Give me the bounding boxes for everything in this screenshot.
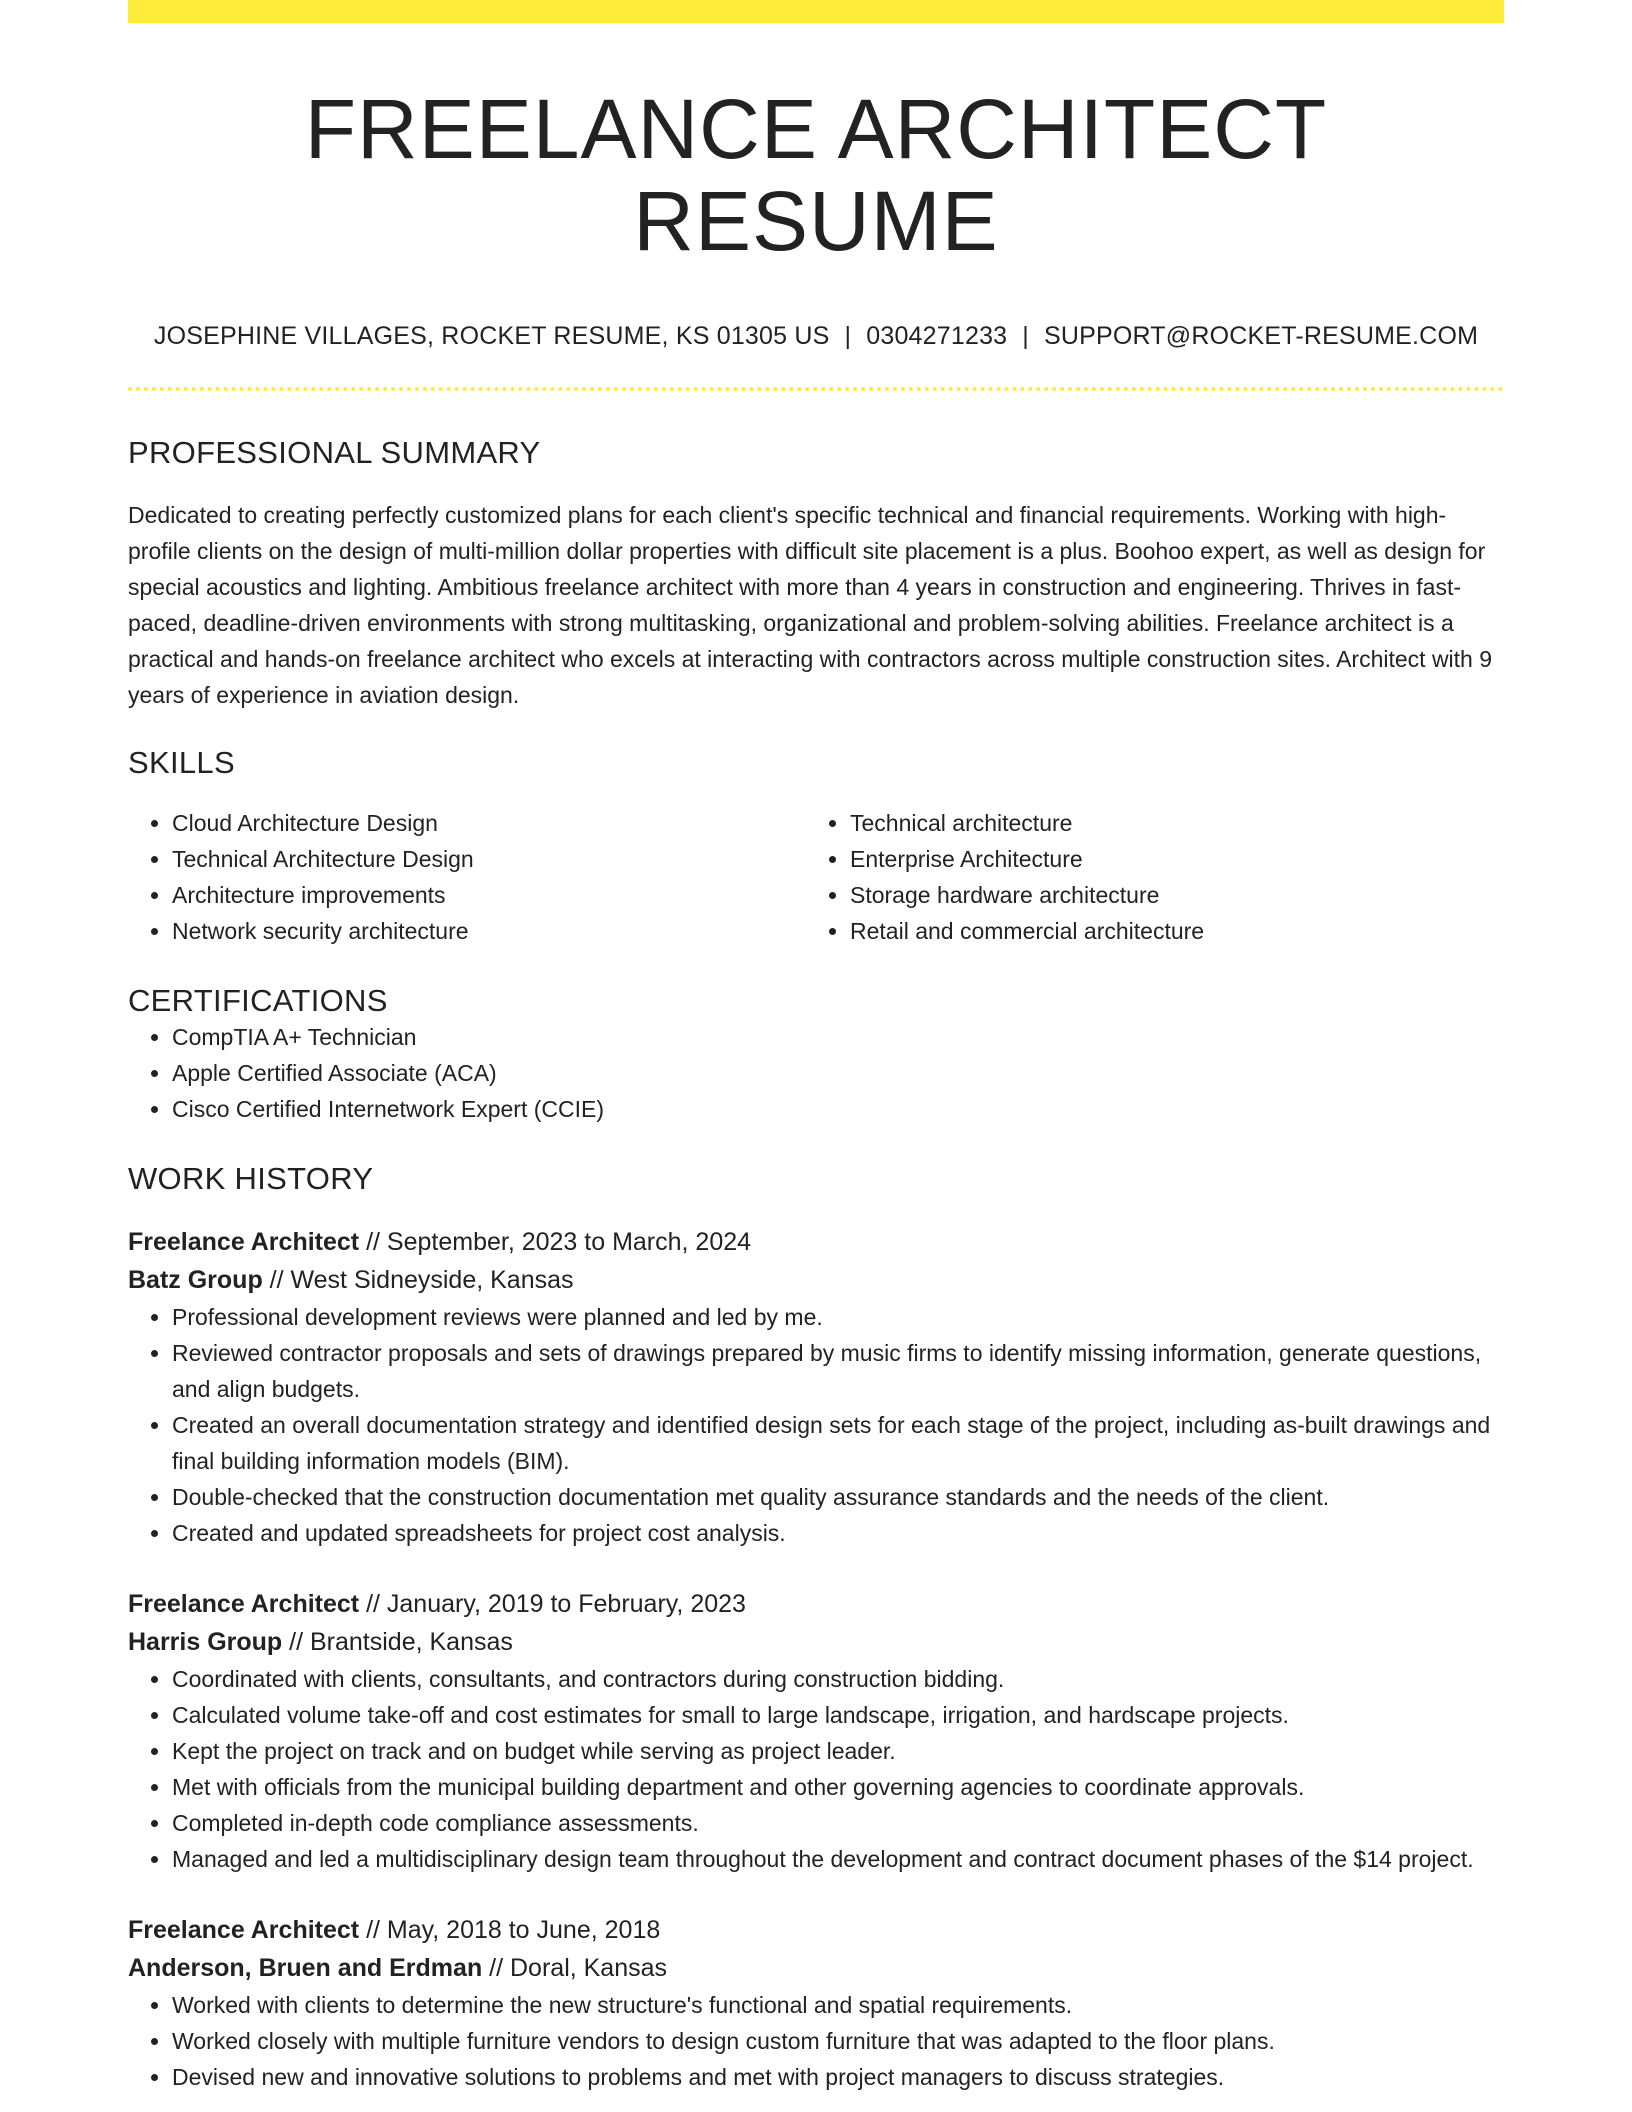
dotted-divider <box>128 387 1504 391</box>
summary-heading: PROFESSIONAL SUMMARY <box>128 434 541 470</box>
skill-item: • Storage hardware architecture <box>850 877 1484 913</box>
job-duty: • Created an overall documentation strategy and identified design sets for each stage of the project, including as-built drawings and final building information models (BIM). <box>172 1407 1504 1479</box>
resume-page <box>128 0 1504 2095</box>
job-entry <box>128 1585 1504 1877</box>
job-entry <box>128 1911 1504 2095</box>
skills-column-right <box>806 805 1484 949</box>
contact-email: SUPPORT@ROCKET-RESUME.COM <box>1043 321 1479 350</box>
skill-item: • Network security architecture <box>172 913 806 949</box>
job-title: Freelance Architect <box>128 1227 360 1256</box>
skill-item: • Enterprise Architecture <box>850 841 1484 877</box>
skills-grid <box>128 805 1504 949</box>
contact-address: JOSEPHINE VILLAGES, ROCKET RESUME, KS 01305 US <box>153 321 830 350</box>
certifications-heading: CERTIFICATIONS <box>128 982 388 1018</box>
job-duty: • Kept the project on track and on budget while serving as project leader. <box>172 1733 1504 1769</box>
job-company: Harris Group <box>128 1627 283 1656</box>
job-location: // Brantside, Kansas <box>282 1627 513 1656</box>
resume-title: FREELANCE ARCHITECT RESUME <box>304 82 1328 269</box>
contact-phone: 0304271233 <box>866 321 1008 350</box>
certification-item: • Cisco Certified Internetwork Expert (CCIE) <box>172 1091 1504 1127</box>
skill-item: • Technical Architecture Design <box>172 841 806 877</box>
job-duty: • Completed in-depth code compliance assessments. <box>172 1805 1504 1841</box>
certification-item: • CompTIA A+ Technician <box>172 1019 1504 1055</box>
job-duty: • Professional development reviews were planned and led by me. <box>172 1299 1504 1335</box>
job-duty: • Devised new and innovative solutions to problems and met with project managers to discuss strategies. <box>172 2059 1504 2095</box>
job-duty: • Met with officials from the municipal building department and other governing agencies to coordinate approvals. <box>172 1769 1504 1805</box>
work-history-heading: WORK HISTORY <box>128 1160 374 1196</box>
job-title-line <box>128 1911 1504 1949</box>
summary-text: Dedicated to creating perfectly customized plans for each client's specific technical and financial requirements. Working with high-profile clients on the design of multi-million dollar properties with difficult site placement is a plus. Boohoo expert, as well as design for special acoustics and lighting. Ambitious freelance architect with more than 4 years in construction and engineering. Thrives in fast-paced, deadline-driven environments with strong multitasking, organizational and problem-solving abilities. Freelance architect is a practical and hands-on freelance architect who excels at interacting with contractors across multiple construction sites. Architect with 9 years of experience in aviation design. <box>128 501 1493 708</box>
skills-list-left <box>128 805 806 949</box>
job-duty: • Worked with clients to determine the new structure's functional and spatial requirements. <box>172 1987 1504 2023</box>
top-accent-bar <box>128 0 1504 23</box>
job-dates: // January, 2019 to February, 2023 <box>359 1589 746 1618</box>
skill-item: • Retail and commercial architecture <box>850 913 1484 949</box>
job-duties-list <box>128 1987 1504 2095</box>
job-company: Anderson, Bruen and Erdman <box>128 1953 483 1982</box>
job-title: Freelance Architect <box>128 1915 360 1944</box>
job-title-line <box>128 1585 1504 1623</box>
contact-line <box>128 322 1504 351</box>
job-entry <box>128 1223 1504 1551</box>
job-company-line <box>128 1623 1504 1661</box>
skill-item: • Cloud Architecture Design <box>172 805 806 841</box>
contact-separator: | <box>844 321 852 350</box>
job-duties-list <box>128 1661 1504 1877</box>
contact-separator: | <box>1022 321 1029 350</box>
job-dates: // May, 2018 to June, 2018 <box>359 1915 661 1944</box>
skills-list-right <box>806 805 1484 949</box>
skill-item: • Technical architecture <box>850 805 1484 841</box>
job-duty: • Managed and led a multidisciplinary design team throughout the development and contract document phases of the $14 project. <box>172 1841 1504 1877</box>
job-location: // West Sidneyside, Kansas <box>262 1265 574 1294</box>
certification-item: • Apple Certified Associate (ACA) <box>172 1055 1504 1091</box>
job-company-line <box>128 1949 1504 1987</box>
skills-column-left <box>128 805 806 949</box>
skills-heading: SKILLS <box>128 744 235 780</box>
job-duty: • Coordinated with clients, consultants, and contractors during construction bidding. <box>172 1661 1504 1697</box>
job-dates: // September, 2023 to March, 2024 <box>359 1227 752 1256</box>
job-company-line <box>128 1261 1504 1299</box>
certifications-list <box>128 1019 1504 1127</box>
job-duty: • Worked closely with multiple furniture vendors to design custom furniture that was adapted to the floor plans. <box>172 2023 1504 2059</box>
job-company: Batz Group <box>128 1265 263 1294</box>
job-location: // Doral, Kansas <box>482 1953 668 1982</box>
job-duties-list <box>128 1299 1504 1551</box>
skill-item: • Architecture improvements <box>172 877 806 913</box>
job-title-line <box>128 1223 1504 1261</box>
job-duty: • Created and updated spreadsheets for project cost analysis. <box>172 1515 1504 1551</box>
job-duty: • Double-checked that the construction documentation met quality assurance standards and the needs of the client. <box>172 1479 1504 1515</box>
job-duty: • Reviewed contractor proposals and sets of drawings prepared by music firms to identify missing information, generate questions, and align budgets. <box>172 1335 1504 1407</box>
job-duty: • Calculated volume take-off and cost estimates for small to large landscape, irrigation, and hardscape projects. <box>172 1697 1504 1733</box>
job-title: Freelance Architect <box>128 1589 360 1618</box>
